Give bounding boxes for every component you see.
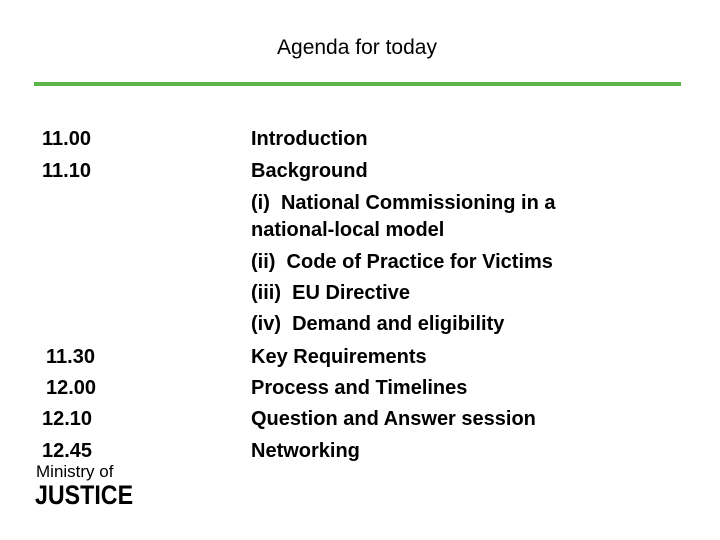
agenda-item-key-requirements: Key Requirements	[251, 346, 427, 368]
title-divider	[34, 82, 681, 86]
agenda-item-process-timelines: Process and Timelines	[251, 377, 468, 399]
time-6: 12.45	[42, 440, 93, 462]
time-3: 11.30	[46, 346, 95, 368]
agenda-subitem-national-commissioning: (i) National Commissioning in a	[251, 192, 556, 214]
agenda-item-networking: Networking	[251, 440, 360, 462]
slide-title	[0, 36, 720, 60]
agenda-subitem-code-of-practice: (ii) Code of Practice for Victims	[251, 251, 553, 273]
agenda-subitem-demand-eligibility: (iv) Demand and eligibility	[251, 313, 505, 335]
slide-title-text: Agenda for today	[277, 36, 437, 59]
logo-line-ministry-of: Ministry of	[36, 462, 114, 481]
ministry-of-justice-logo	[36, 462, 136, 512]
agenda-item-background: Background	[251, 160, 368, 182]
logo-line-justice: JUSTICE	[35, 480, 134, 510]
time-2: 11.10	[42, 160, 91, 182]
agenda-subitem-national-local-model: national-local model	[251, 219, 445, 241]
time-5: 12.10	[42, 408, 93, 430]
agenda-item-introduction: Introduction	[251, 128, 368, 150]
agenda-item-qa-session: Question and Answer session	[251, 408, 536, 430]
agenda-subitem-eu-directive: (iii) EU Directive	[251, 282, 410, 304]
time-1: 11.00	[42, 128, 91, 150]
time-4: 12.00	[46, 377, 97, 399]
